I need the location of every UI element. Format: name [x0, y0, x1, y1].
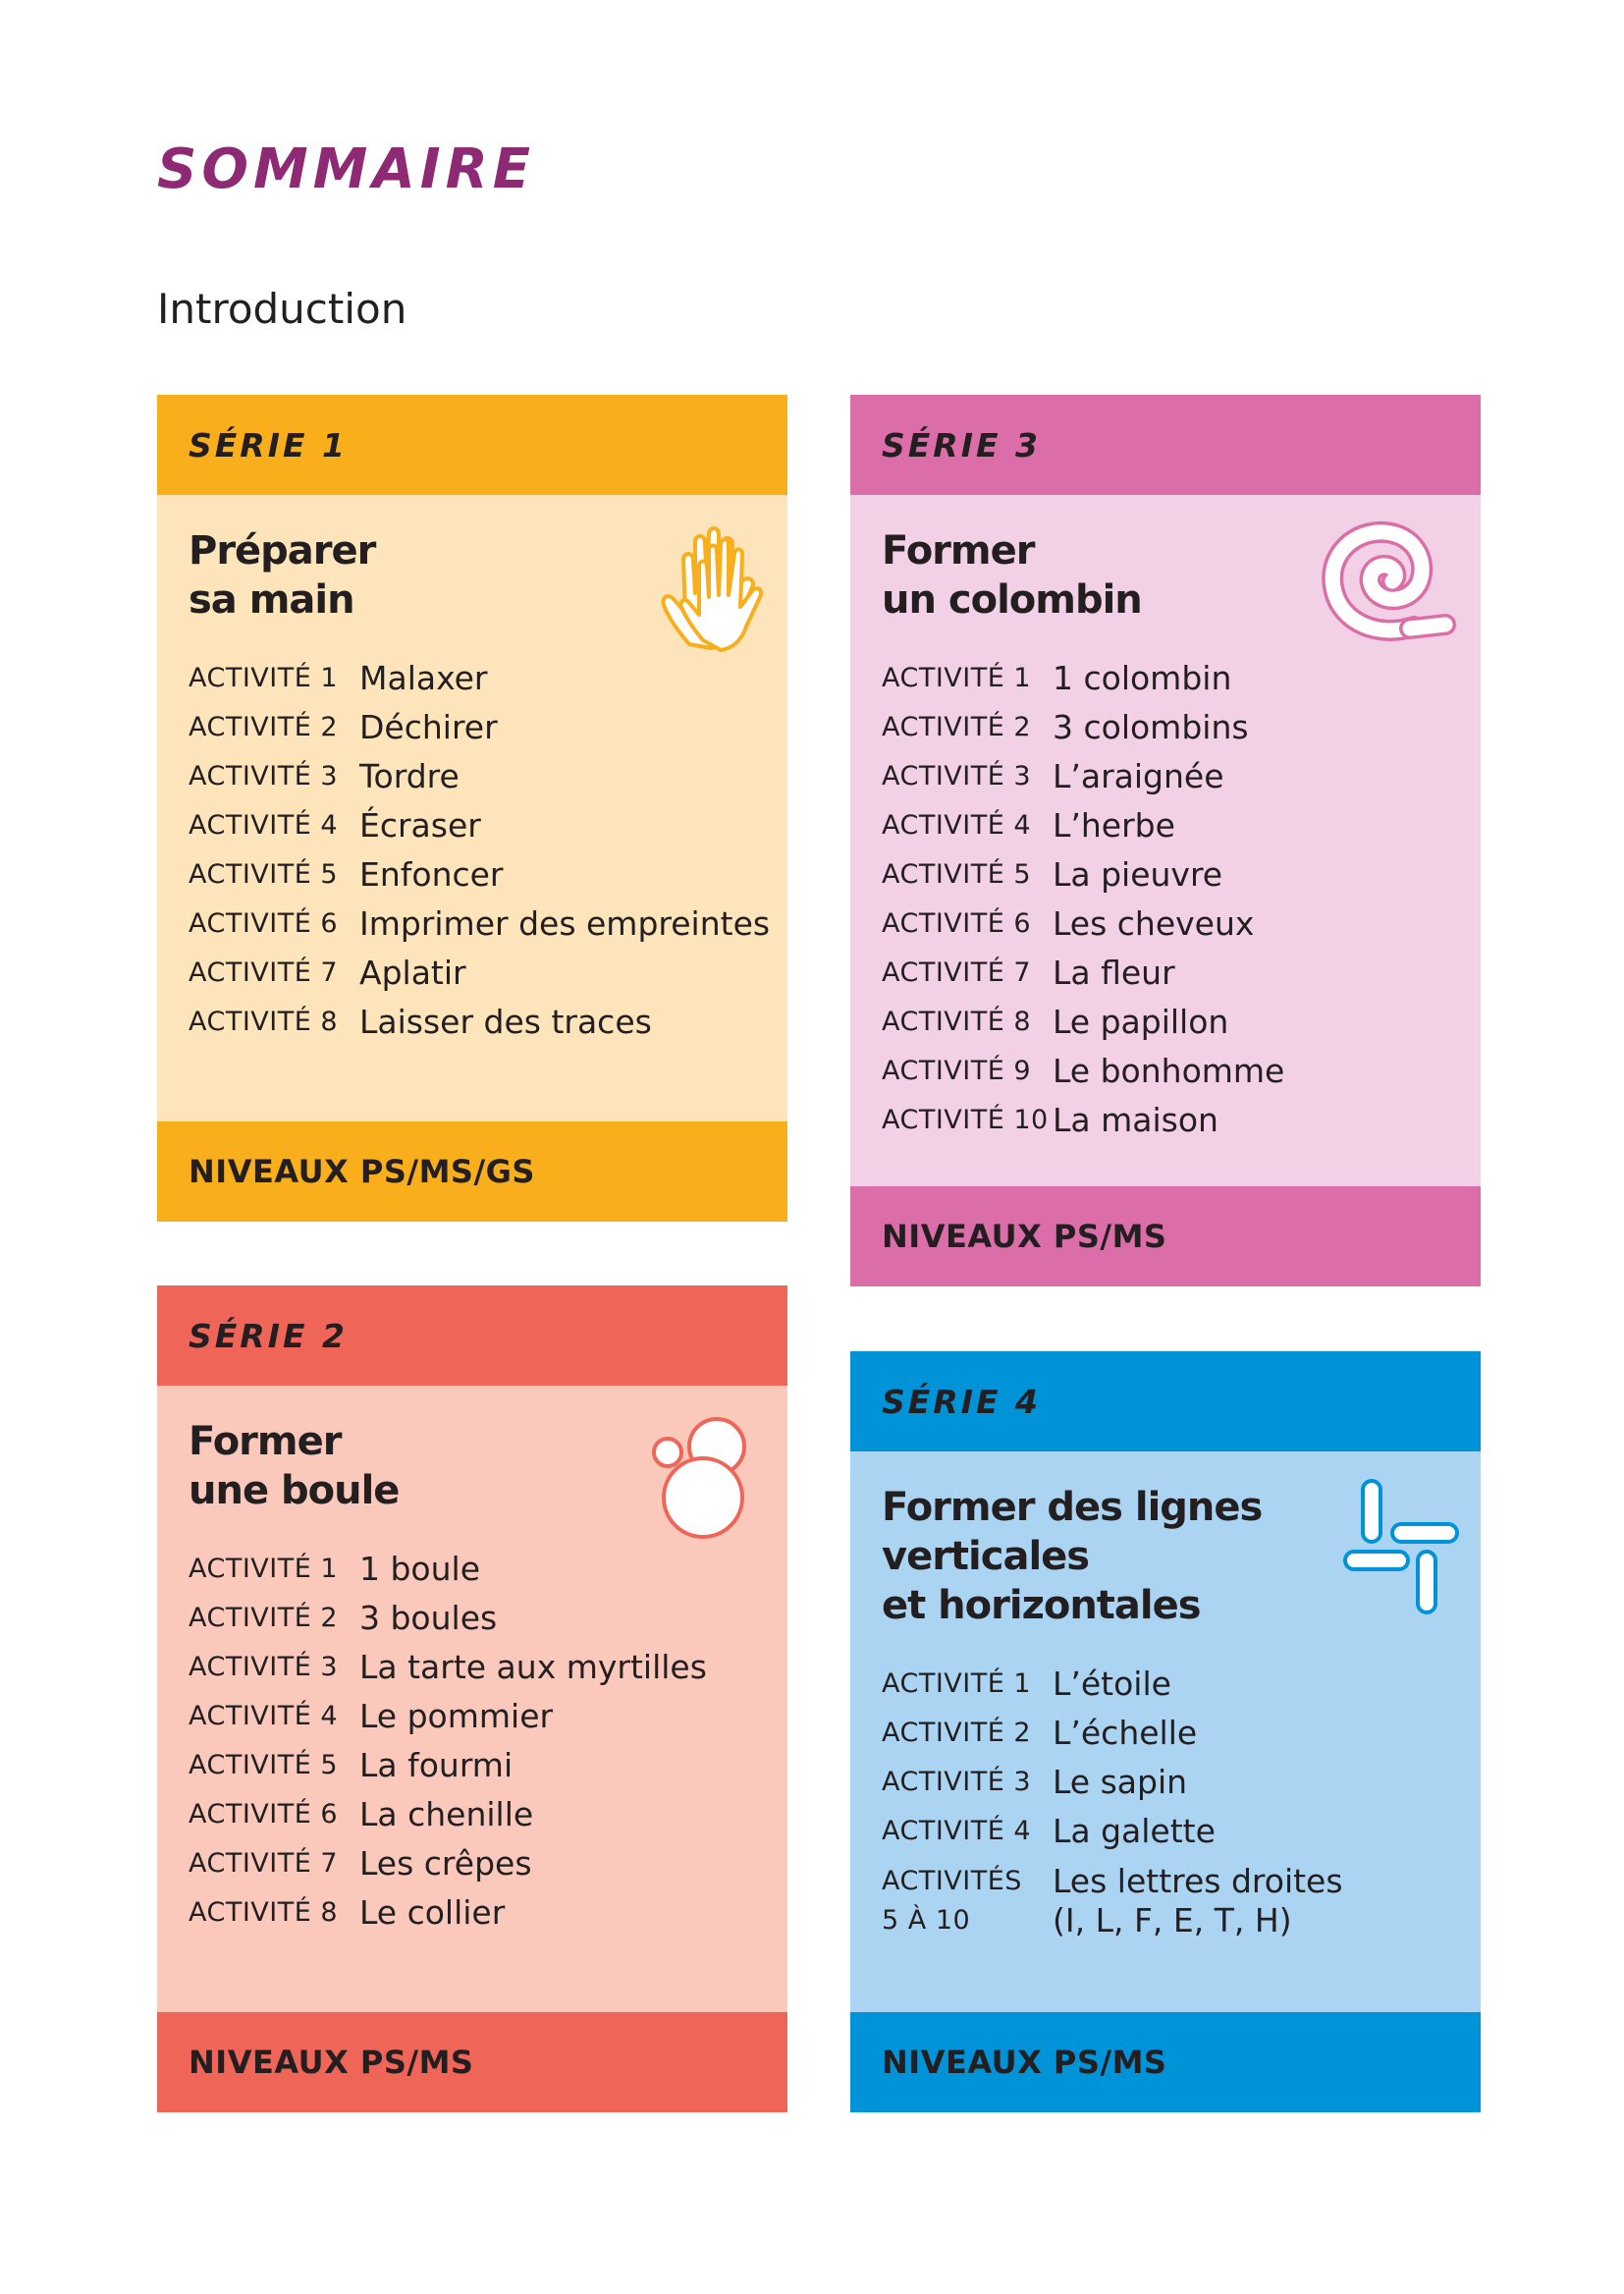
activity-name[interactable]: Le pommier	[359, 1697, 554, 1735]
serie-1-card	[157, 395, 787, 1222]
activity-name[interactable]: Le bonhomme	[1053, 1052, 1285, 1090]
activity-label: ACTIVITÉ 7	[882, 957, 1032, 988]
activity-name[interactable]: L’échelle	[1053, 1714, 1198, 1752]
level-footer: NIVEAUX PS/MS	[850, 1186, 1481, 1286]
card-body	[157, 1386, 787, 1938]
lines-icon	[1343, 1479, 1461, 1614]
activity-label: ACTIVITÉ 3	[189, 761, 339, 792]
activity-name[interactable]: Écraser	[359, 806, 481, 845]
activity-name[interactable]: Le papillon	[1053, 1003, 1229, 1041]
activity-label: ACTIVITÉ 6	[189, 908, 339, 939]
activity-name[interactable]: Les crêpes	[359, 1844, 532, 1883]
level-footer: NIVEAUX PS/MS	[157, 2012, 787, 2112]
activity-name[interactable]: 1 colombin	[1053, 659, 1232, 697]
activity-label: ACTIVITÉ 3	[882, 1767, 1032, 1797]
balls-icon	[648, 1415, 758, 1543]
activity-label: ACTIVITÉ 5	[882, 859, 1032, 890]
activity-label: ACTIVITÉS 5 À 10	[882, 1866, 1022, 1936]
activity-name[interactable]: L’araignée	[1053, 757, 1224, 795]
activity-label: ACTIVITÉ 1	[189, 663, 339, 693]
activity-name[interactable]: Déchirer	[359, 708, 498, 746]
activity-label: ACTIVITÉ 5	[189, 1750, 339, 1780]
activity-name[interactable]: Les cheveux	[1053, 904, 1255, 943]
activity-name[interactable]: Tordre	[359, 757, 460, 795]
activity-label: ACTIVITÉ 4	[882, 1816, 1032, 1846]
activity-name[interactable]: La galette	[1053, 1812, 1216, 1850]
activity-name[interactable]: La pieuvre	[1053, 855, 1223, 894]
activity-label: ACTIVITÉ 3	[189, 1652, 339, 1682]
activity-name[interactable]: Les lettres droites (I, L, F, E, T, H)	[1053, 1862, 1343, 1939]
activity-label: ACTIVITÉ 8	[189, 1007, 339, 1037]
card-body	[850, 495, 1481, 1145]
serie-3-card	[850, 395, 1481, 1286]
activity-label: ACTIVITÉ 4	[189, 1701, 339, 1731]
activity-label: ACTIVITÉ 4	[882, 810, 1032, 841]
activity-name[interactable]: 3 colombins	[1053, 708, 1249, 746]
activity-name[interactable]: La fourmi	[359, 1746, 514, 1784]
activity-label: ACTIVITÉ 8	[189, 1897, 339, 1928]
activity-label: ACTIVITÉ 7	[189, 957, 339, 988]
activity-name[interactable]: Laisser des traces	[359, 1003, 652, 1041]
serie-2-card	[157, 1285, 787, 2112]
card-body	[157, 495, 787, 1047]
serie-title: Préparer sa main	[189, 528, 376, 623]
activity-label: ACTIVITÉ 5	[189, 859, 339, 890]
activity-label: ACTIVITÉ 1	[882, 1668, 1032, 1699]
activity-label: ACTIVITÉ 2	[189, 712, 339, 742]
spiral-icon	[1320, 520, 1463, 658]
activity-label: ACTIVITÉ 2	[882, 1718, 1032, 1748]
activity-label: ACTIVITÉ 9	[882, 1056, 1032, 1086]
serie-title: Former une boule	[189, 1419, 400, 1513]
level-footer: NIVEAUX PS/MS/GS	[157, 1121, 787, 1222]
activity-label: ACTIVITÉ 1	[882, 663, 1032, 693]
serie-4-card	[850, 1351, 1481, 2112]
activity-name[interactable]: L’herbe	[1053, 806, 1175, 845]
activity-name[interactable]: Malaxer	[359, 659, 488, 697]
page-title: SOMMAIRE	[157, 137, 535, 201]
activity-name[interactable]: La chenille	[359, 1795, 534, 1833]
hand-icon	[660, 520, 770, 658]
activity-name[interactable]: Le collier	[359, 1893, 506, 1932]
activity-name[interactable]: Aplatir	[359, 954, 466, 992]
activity-label: ACTIVITÉ 10	[882, 1105, 1049, 1135]
activity-label: ACTIVITÉ 8	[882, 1007, 1032, 1037]
activity-label: ACTIVITÉ 2	[882, 712, 1032, 742]
activity-label: ACTIVITÉ 1	[189, 1554, 339, 1584]
activity-list	[882, 654, 1449, 1145]
activity-label: ACTIVITÉ 2	[189, 1603, 339, 1633]
activity-name[interactable]: La fleur	[1053, 954, 1175, 992]
activity-list	[189, 1545, 756, 1938]
serie-label: SÉRIE 4	[850, 1351, 1481, 1451]
serie-label: SÉRIE 3	[850, 395, 1481, 495]
activity-list	[189, 654, 771, 1047]
activity-name[interactable]: 1 boule	[359, 1550, 481, 1588]
card-body	[850, 1451, 1481, 1939]
activity-name[interactable]: La maison	[1053, 1101, 1218, 1139]
serie-title: Former des lignes verticales et horizontales	[882, 1485, 1263, 1628]
activity-name[interactable]: L’étoile	[1053, 1665, 1171, 1703]
activity-name[interactable]: Imprimer des empreintes	[359, 904, 771, 943]
serie-label: SÉRIE 1	[157, 395, 787, 495]
activity-label: ACTIVITÉ 3	[882, 761, 1032, 792]
activity-name[interactable]: La tarte aux myrtilles	[359, 1648, 707, 1686]
activity-list	[882, 1660, 1449, 1939]
activity-label: ACTIVITÉ 6	[882, 908, 1032, 939]
level-footer: NIVEAUX PS/MS	[850, 2012, 1481, 2112]
activity-label: ACTIVITÉ 7	[189, 1848, 339, 1879]
activity-label: ACTIVITÉ 4	[189, 810, 339, 841]
activity-label: ACTIVITÉ 6	[189, 1799, 339, 1830]
activity-name[interactable]: 3 boules	[359, 1599, 498, 1637]
activity-name[interactable]: Enfoncer	[359, 855, 504, 894]
serie-title: Former un colombin	[882, 528, 1142, 623]
introduction-link[interactable]: Introduction	[157, 285, 407, 333]
activity-name[interactable]: Le sapin	[1053, 1763, 1188, 1801]
serie-label: SÉRIE 2	[157, 1285, 787, 1386]
